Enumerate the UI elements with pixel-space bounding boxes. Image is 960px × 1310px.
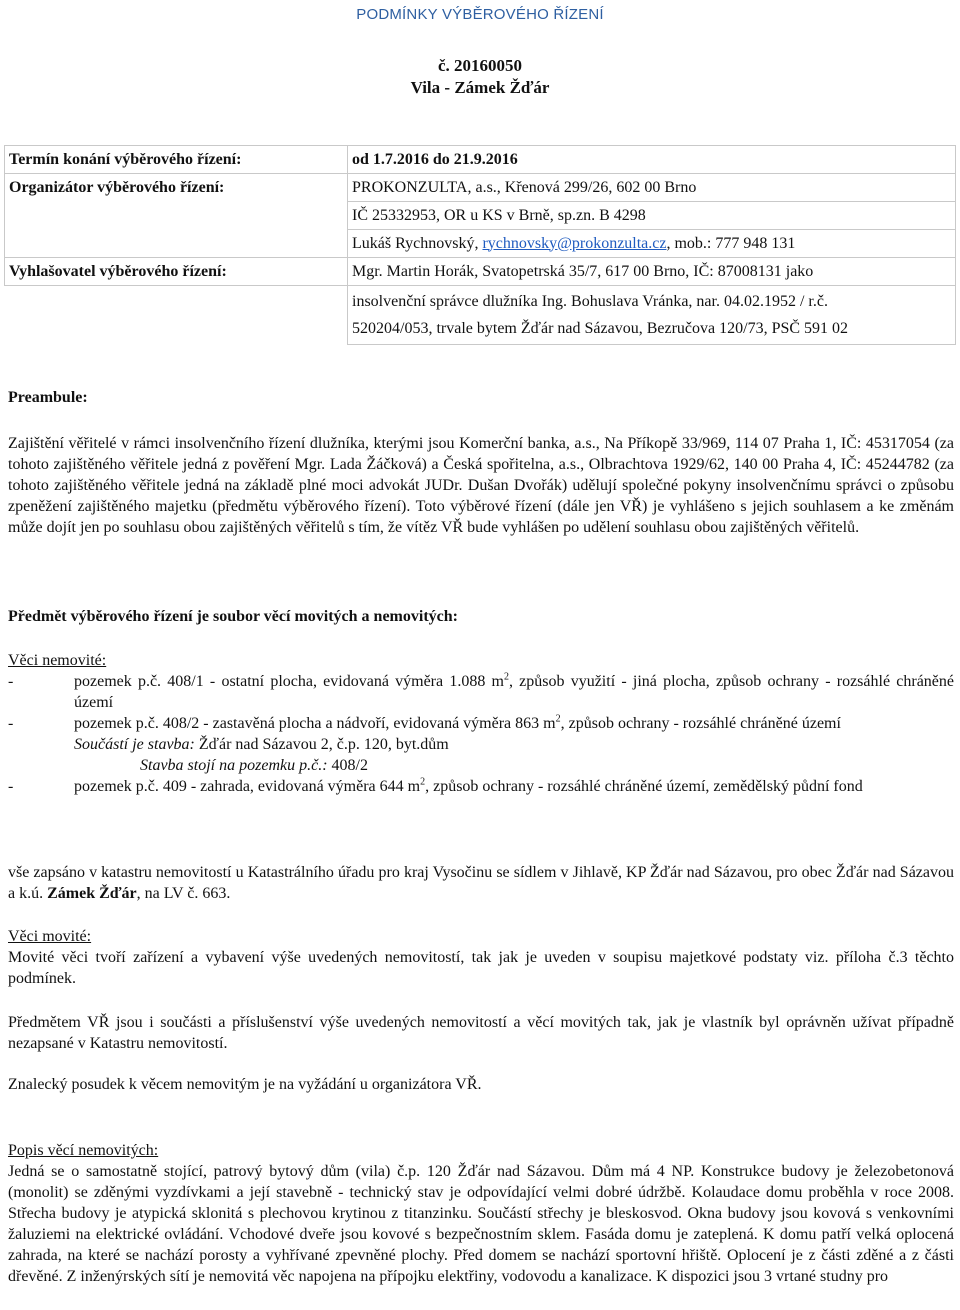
- item2-note2-label: Stavba stojí na pozemku p.č.:: [140, 757, 328, 774]
- immovables-section: [8, 650, 954, 797]
- announcer-line1: Mgr. Martin Horák, Svatopetrská 35/7, 617 00 Brno, IČ: 87008131 jako: [348, 258, 956, 286]
- organizer-line2: IČ 25332953, OR u KS v Brně, sp.zn. B 4298: [348, 202, 956, 230]
- registry-bold: Zámek Žďár: [47, 885, 137, 902]
- announcer-label-cont: [5, 286, 348, 345]
- list-item: [8, 671, 954, 713]
- appraisal-text: Znalecký posudek k věcem nemovitým je na vyžádání u organizátora VŘ.: [8, 1076, 482, 1093]
- item2-note2-value: 408/2: [327, 757, 368, 774]
- info-row-announcer-2: [5, 286, 956, 345]
- info-table: [4, 145, 956, 345]
- info-row-organizer-2: [5, 202, 956, 230]
- announcer-line2: insolvenční správce dlužníka Ing. Bohuslava Vránka, nar. 04.02.1952 / r.č.: [352, 293, 828, 310]
- document-title-block: [0, 55, 960, 99]
- registry-text-a: vše zapsáno v katastru nemovitostí u Katastrálního úřadu pro kraj Vysočinu se sídlem v Jihlavě, KP Žďár nad Sázavou, pro obec Žďár nad Sázavou a k.ú.: [8, 864, 954, 902]
- item1-text-b: , způsob využití - jiná plocha, způsob ochrany - rozsáhlé chráněné území: [74, 673, 954, 711]
- item2-note1-value: Žďár nad Sázavou 2, č.p. 120, byt.dům: [194, 736, 449, 753]
- item1-sup: 2: [503, 671, 509, 683]
- organizer-line1: PROKONZULTA, a.s., Křenová 299/26, 602 00 Brno: [348, 174, 956, 202]
- list-item: [8, 776, 954, 797]
- movables-text: Movité věci tvoří zařízení a vybavení výše uvedených nemovitostí, tak jak je uveden v soupisu majetkové podstaty viz. příloha č.3 těchto podmínek.: [8, 949, 954, 987]
- movables-section: [8, 926, 954, 989]
- document-number: č. 20160050: [437, 56, 523, 75]
- registry-text-b: , na LV č. 663.: [136, 885, 231, 902]
- item2-sup: 2: [555, 713, 561, 725]
- info-row-announcer: [5, 258, 956, 286]
- preamble-text: Zajištění věřitelé v rámci insolvenčního řízení dlužníka, kterými jsou Komerční banka, a.s., Na Příkopě 33/969, 114 07 Praha 1, IČ: 45317054 (za tohoto zajištěného věřitele jedná z pověření Mgr. Lada Žáčková) a Česká spořitelna, a.s., Olbrachtova 1929/62, 140 00 Praha 4, IČ: 45244782 (za tohoto zajištěného věřitele jedná na základě plné moci advokát JUDr. Dušan Dvořák) udělují společné pokyny insolvenčnímu správci o způsobu zpeněžení zajištěného majetku (předmětu výběrového řízení). Toto výběrové řízení (dále jen VŘ) je vyhlášeno s jejich souhlasem a ke změnám může dojít jen po souhlasu obou zajištěných věřitelů s tím, že vítěz VŘ bude vyhlášen po udělení souhlasu obou zajištěných věřitelů.: [8, 435, 954, 536]
- term-value: od 1.7.2016 do 21.9.2016: [348, 146, 956, 174]
- item2-note1-label: Součástí je stavba:: [74, 736, 195, 753]
- info-row-contact: [5, 230, 956, 258]
- announcer-label: Vyhlašovatel výběrového řízení:: [5, 258, 348, 286]
- document-header-title: PODMÍNKY VÝBĚROVÉHO ŘÍZENÍ: [356, 6, 604, 23]
- contact-prefix: Lukáš Rychnovský,: [352, 234, 479, 252]
- contact-line: [348, 230, 956, 258]
- announcer-details: [348, 286, 956, 345]
- list-dash: -: [8, 715, 14, 732]
- subject-heading: Předmět výběrového řízení je soubor věcí movitých a nemovitých:: [8, 608, 458, 625]
- item2-text-b: , způsob ochrany - rozsáhlé chráněné území: [560, 715, 841, 732]
- list-item: [8, 713, 954, 776]
- term-label: Termín konání výběrového řízení:: [5, 146, 348, 174]
- document-name: Vila - Zámek Žďár: [410, 78, 550, 97]
- item2-note2: [74, 755, 954, 776]
- list-dash: -: [8, 673, 14, 690]
- contact-email-link[interactable]: rychnovsky@prokonzulta.cz: [482, 234, 667, 252]
- organizer-label: Organizátor výběrového řízení:: [5, 174, 348, 202]
- immovables-heading: Věci nemovité:: [8, 652, 107, 669]
- registry-text: [8, 862, 954, 904]
- item3-text-b: , způsob ochrany - rozsáhlé chráněné území, zemědělský půdní fond: [425, 778, 863, 795]
- item3-text-a: pozemek p.č. 409 - zahrada, evidovaná výměra 644 m: [74, 778, 421, 795]
- item1-text-a: pozemek p.č. 408/1 - ostatní plocha, evidovaná výměra 1.088 m: [74, 673, 504, 690]
- organizer-label-cont: [5, 202, 348, 230]
- item3-sup: 2: [420, 776, 426, 788]
- item2-note1: [74, 734, 954, 755]
- info-row-term: [5, 146, 956, 174]
- movables-heading: Věci movité:: [8, 928, 92, 945]
- list-dash: -: [8, 778, 14, 795]
- description-heading: Popis věcí nemovitých:: [8, 1142, 159, 1159]
- contact-suffix: , mob.: 777 948 131: [666, 234, 796, 252]
- info-row-organizer: [5, 174, 956, 202]
- description-text: Jedná se o samostatně stojící, patrový bytový dům (vila) č.p. 120 Žďár nad Sázavou. Dům má 4 NP. Konstrukce budovy je železobetonová (monolit) se zděnými vyzdívkami a její stavebně - technický stav je odpovídající velmi dobré údržbě. Kolaudace domu proběhla v roce 2008. Střecha budovy je atypická sklonitá s plechovou krytinou z titanzinku. Součástí střechy je bleskosvod. Okna budovy jsou kovová s venkovními žaluziemi na elektrické ovládání. Vchodové dveře jsou kovové s bezpečnostním sklem. Fasáda domu je zateplená. K domu patří velká oplocená zahrada, na které se nachází porosty a vyhřívané zpevněné plochy. Před domem se nachází sportovní hřiště. Oplocení je z části zděné a z části dřevěné. Z inženýrských sítí je nemovitá věc napojena na přípojku elektřiny, vodovodu a kanalizace. K dispozici jsou 3 vrtané studny pro: [8, 1163, 954, 1285]
- item2-text-a: pozemek p.č. 408/2 - zastavěná plocha a nádvoří, evidovaná výměra 863 m: [74, 715, 556, 732]
- contact-label-cont: [5, 230, 348, 258]
- description-section: [8, 1140, 954, 1287]
- preamble-heading: Preambule:: [8, 389, 88, 406]
- announcer-line3: 520204/053, trvale bytem Žďár nad Sázavou, Bezručova 120/73, PSČ 591 02: [352, 320, 849, 337]
- accessories-text: Předmětem VŘ jsou i součásti a příslušenství výše uvedených nemovitostí a věcí movitých tak, jak je vlastník byl oprávněn užívat případně nezapsané v Katastru nemovitostí.: [8, 1014, 954, 1052]
